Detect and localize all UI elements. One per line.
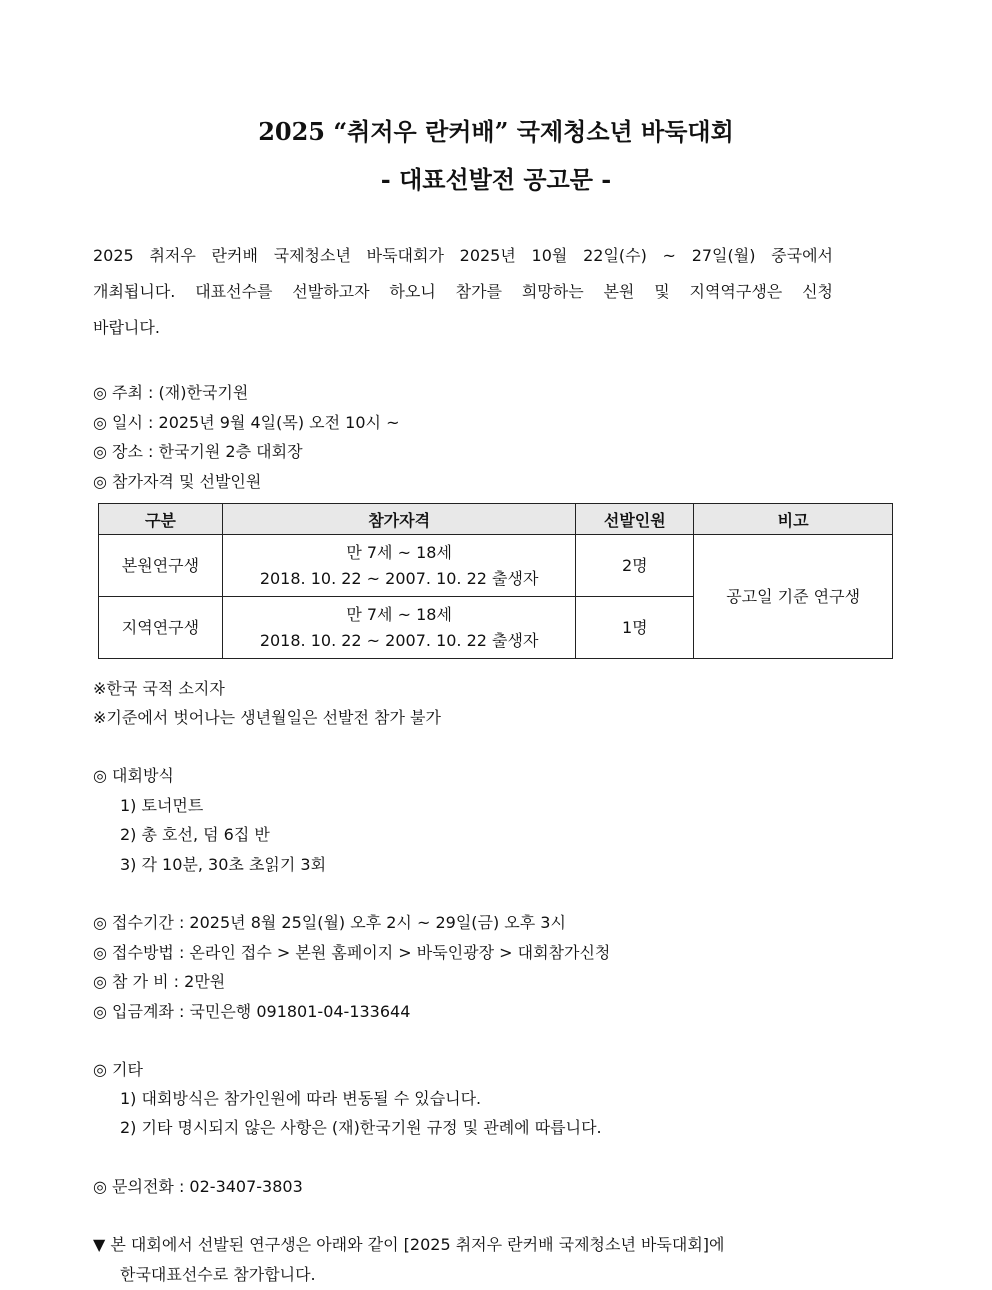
header-count: 선발인원 <box>576 504 694 535</box>
table-header-row <box>99 504 893 535</box>
registration-period: ◎ 접수기간 : 2025년 8월 25일(월) 오후 2시 ~ 29일(금) 오후 3시 <box>93 913 566 932</box>
etc-heading: ◎ 기타 <box>93 1060 143 1079</box>
etc-item: 1) 대회방식은 참가인원에 따라 변동될 수 있습니다. <box>120 1089 482 1108</box>
intro-line-1: 2025 취저우 란커배 국제청소년 바둑대회가 2025년 10월 22일(수) ~ 27일(월) 중국에서 <box>93 246 833 265</box>
document-title: 2025 “취저우 란커배” 국제청소년 바둑대회 <box>258 117 734 146</box>
format-item: 2) 총 호선, 덤 6집 반 <box>120 825 270 844</box>
format-item: 1) 토너먼트 <box>120 796 204 815</box>
qualification-heading: ◎ 참가자격 및 선발인원 <box>93 472 262 491</box>
row-birth: 2018. 10. 22 ~ 2007. 10. 22 출생자 <box>259 630 539 650</box>
closing-line-1: ▼ 본 대회에서 선발된 연구생은 아래와 같이 [2025 취저우 란커배 국제청소년 바둑대회]에 <box>93 1235 725 1254</box>
row-birth: 2018. 10. 22 ~ 2007. 10. 22 출생자 <box>259 568 539 588</box>
header-qualification: 참가자격 <box>222 504 576 535</box>
bank-account: ◎ 입금계좌 : 국민은행 091801-04-133644 <box>93 1002 411 1021</box>
header-category: 구분 <box>99 504 223 535</box>
row-category: 지역연구생 <box>99 597 223 659</box>
row-age: 만 7세 ~ 18세 <box>346 604 452 624</box>
etc-item: 2) 기타 명시되지 않은 사항은 (재)한국기원 규정 및 관례에 따릅니다. <box>120 1118 602 1137</box>
entry-fee: ◎ 참 가 비 : 2만원 <box>93 972 226 991</box>
row-note: 공고일 기준 연구생 <box>694 535 893 659</box>
row-age: 만 7세 ~ 18세 <box>346 542 452 562</box>
closing-line-2: 한국대표선수로 참가합니다. <box>120 1265 316 1284</box>
note-birthdate: ※기준에서 벗어나는 생년월일은 선발전 참가 불가 <box>93 708 441 727</box>
row-qualification <box>222 597 576 659</box>
row-qualification <box>222 535 576 597</box>
intro-paragraph <box>93 238 833 346</box>
format-item: 3) 각 10분, 30초 초읽기 3회 <box>120 855 327 874</box>
table-row <box>99 535 893 597</box>
document-subtitle: - 대표선발전 공고문 - <box>380 165 612 194</box>
header-note: 비고 <box>694 504 893 535</box>
row-count: 1명 <box>576 597 694 659</box>
registration-method: ◎ 접수방법 : 온라인 접수 > 본원 홈페이지 > 바둑인광장 > 대회참가신청 <box>93 943 611 962</box>
selection-table <box>98 503 893 659</box>
place-line: ◎ 장소 : 한국기원 2층 대회장 <box>93 442 303 461</box>
host-line: ◎ 주최 : (재)한국기원 <box>93 383 249 402</box>
row-category: 본원연구생 <box>99 535 223 597</box>
note-nationality: ※한국 국적 소지자 <box>93 679 225 698</box>
intro-line-3: 바랍니다. <box>93 318 160 337</box>
row-count: 2명 <box>576 535 694 597</box>
intro-line-2: 개최됩니다. 대표선수를 선발하고자 하오니 참가를 희망하는 본원 및 지역역구생은 신청 <box>93 282 833 301</box>
contact-phone: ◎ 문의전화 : 02-3407-3803 <box>93 1177 303 1196</box>
format-heading: ◎ 대회방식 <box>93 766 174 785</box>
date-line: ◎ 일시 : 2025년 9월 4일(목) 오전 10시 ~ <box>93 413 400 432</box>
